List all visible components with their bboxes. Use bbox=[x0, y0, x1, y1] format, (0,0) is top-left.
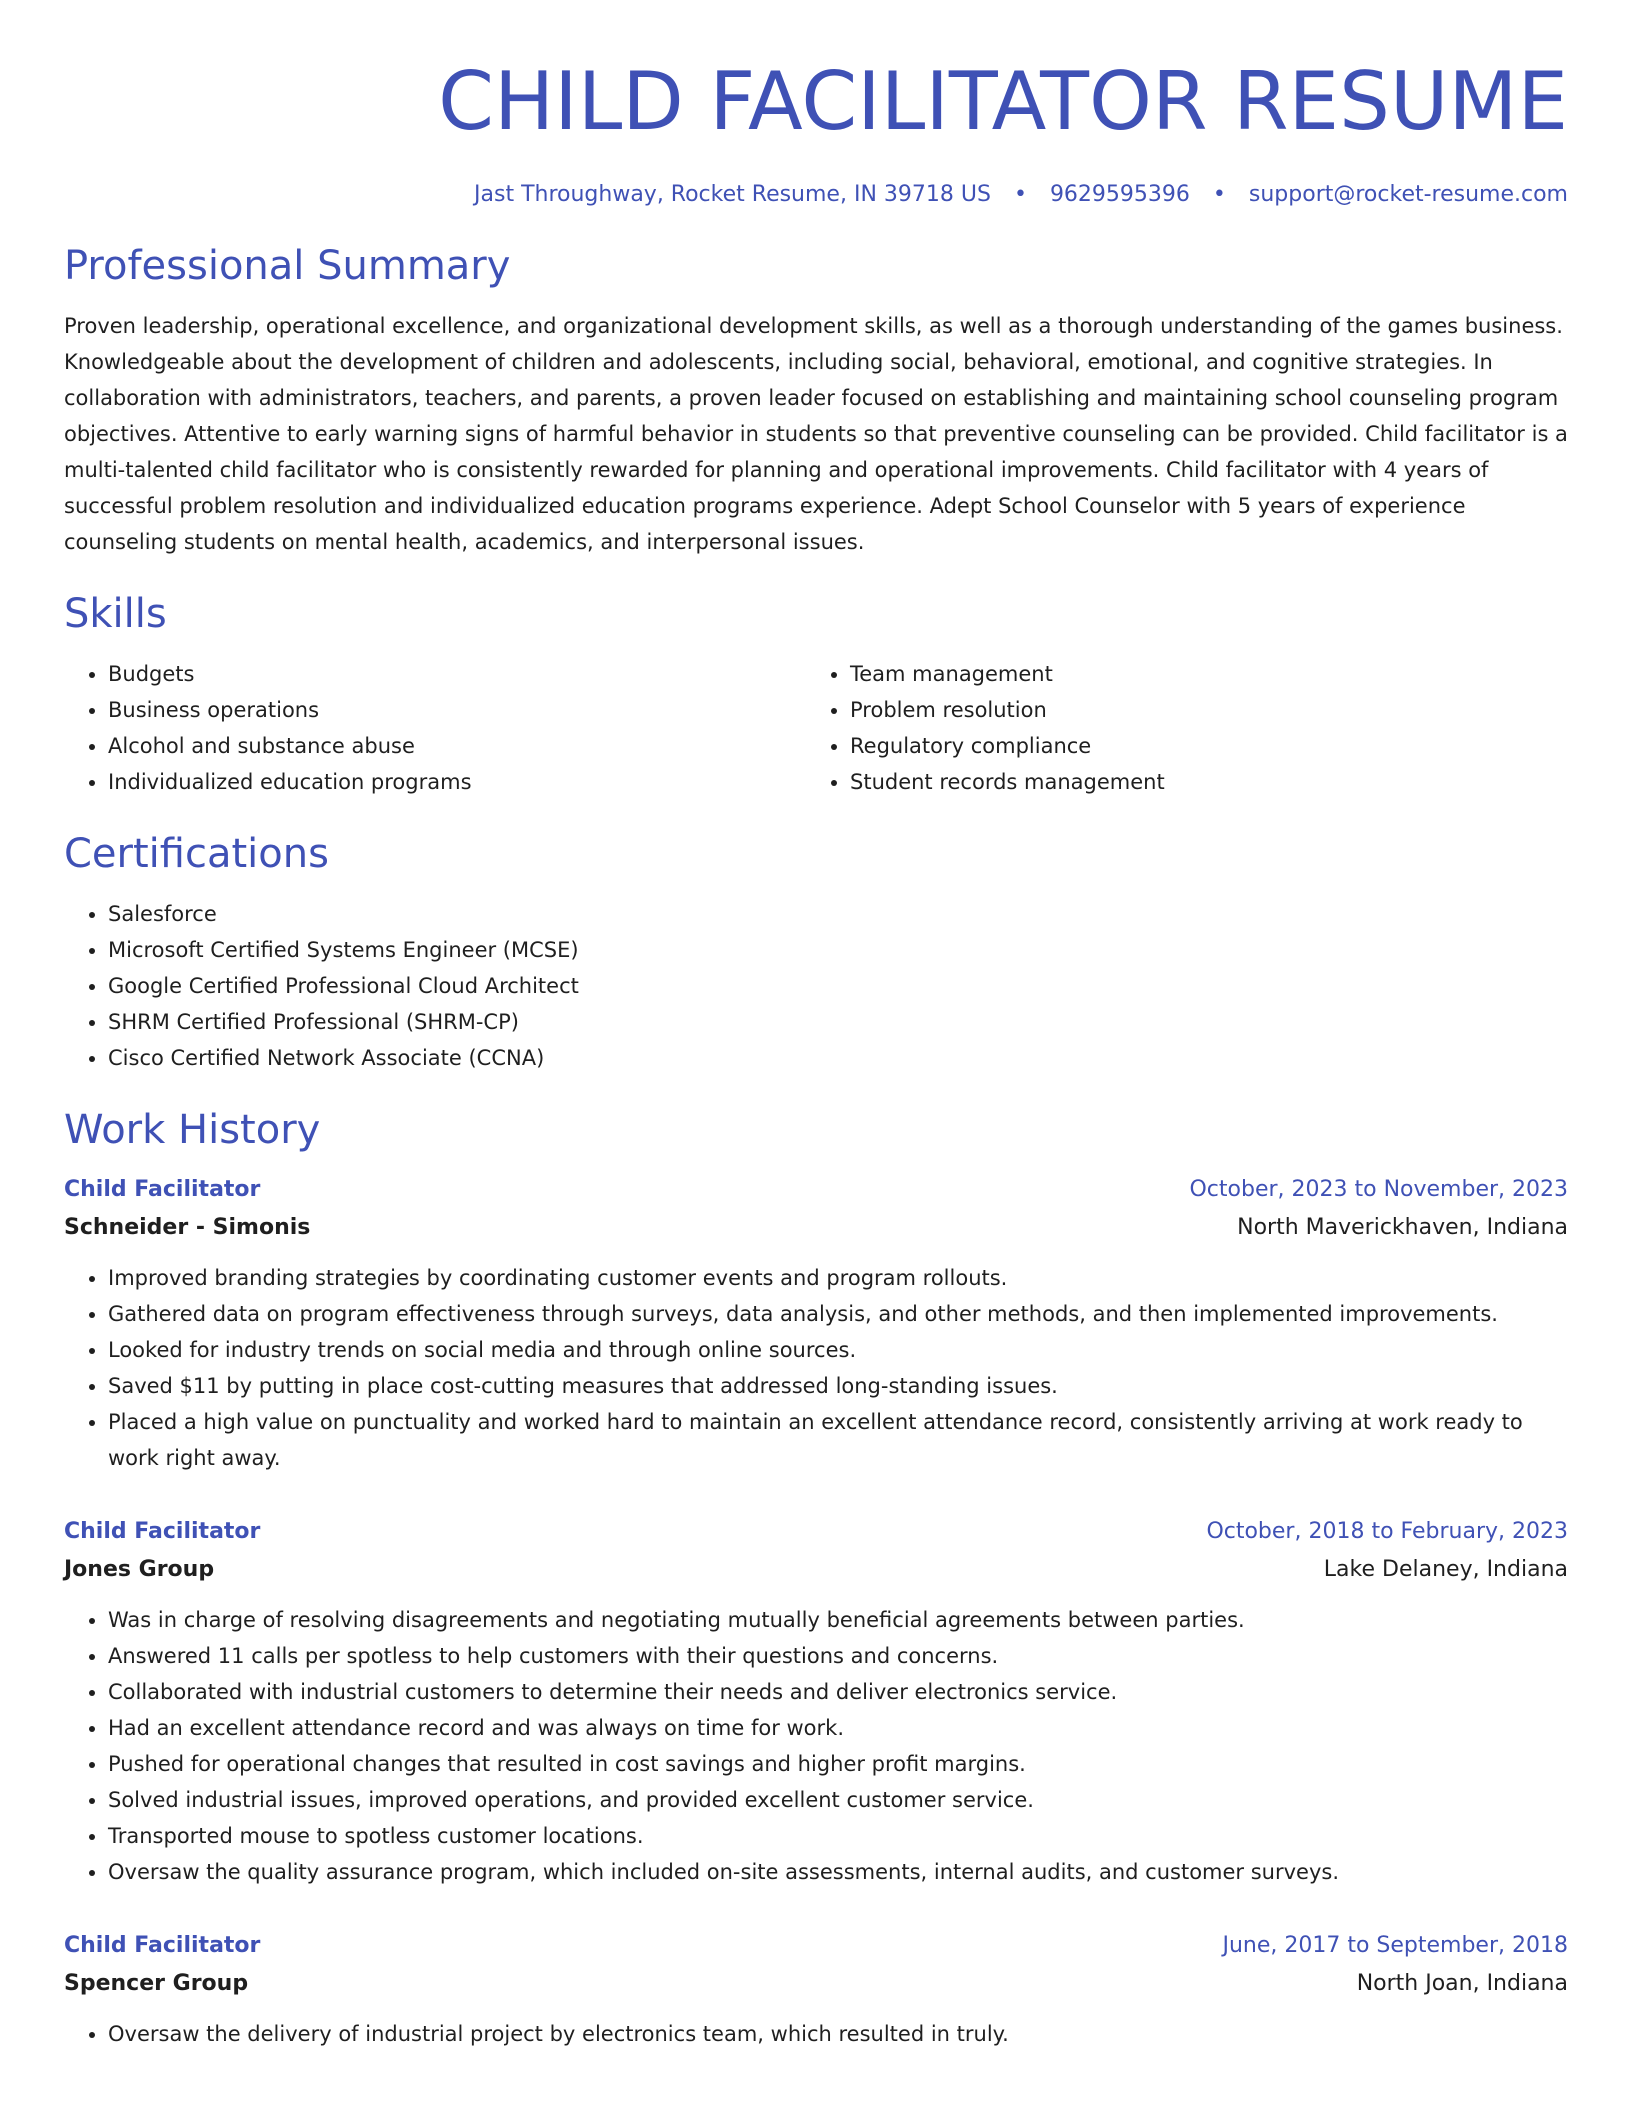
work-history-section bbox=[64, 1104, 1568, 2052]
job-entry bbox=[64, 1928, 1568, 2052]
certification-item: • Google Certified Professional Cloud Architect bbox=[108, 968, 1568, 1004]
job-company: Schneider - Simonis bbox=[64, 1215, 311, 1240]
job-company: Spencer Group bbox=[64, 1971, 249, 1996]
contact-separator: • bbox=[1212, 182, 1226, 207]
job-bullet: • Oversaw the delivery of industrial project by electronics team, which resulted in truly. bbox=[108, 2016, 1568, 2052]
job-entry bbox=[64, 1172, 1568, 1476]
job-bullet: • Transported mouse to spotless customer locations. bbox=[108, 1818, 1568, 1854]
certification-item: • Cisco Certified Network Associate (CCNA) bbox=[108, 1040, 1568, 1076]
contact-address: Jast Throughway, Rocket Resume, IN 39718 US bbox=[474, 182, 991, 207]
skill-item: • Team management bbox=[850, 656, 1568, 692]
contact-separator: • bbox=[1013, 182, 1027, 207]
skill-item: • Student records management bbox=[850, 764, 1568, 800]
job-location: North Joan, Indiana bbox=[1356, 1971, 1568, 1996]
skills-section bbox=[64, 588, 1568, 800]
job-bullet: • Looked for industry trends on social media and through online sources. bbox=[108, 1332, 1568, 1368]
certifications-section bbox=[64, 828, 1568, 1076]
skills-grid bbox=[64, 656, 1568, 800]
job-company: Jones Group bbox=[64, 1557, 215, 1582]
job-location: Lake Delaney, Indiana bbox=[1323, 1557, 1568, 1582]
section-heading: Work History bbox=[64, 1107, 321, 1153]
job-company-row bbox=[64, 1550, 1568, 1590]
skill-item: • Business operations bbox=[108, 692, 806, 728]
job-dates: June, 2017 to September, 2018 bbox=[1222, 1933, 1568, 1958]
certification-item: • SHRM Certified Professional (SHRM-CP) bbox=[108, 1004, 1568, 1040]
job-bullets bbox=[64, 1602, 1568, 1890]
job-title: Child Facilitator bbox=[64, 1933, 261, 1958]
job-bullet: • Pushed for operational changes that resulted in cost savings and higher profit margins. bbox=[108, 1746, 1568, 1782]
resume-title: CHILD FACILITATOR RESUME bbox=[438, 55, 1568, 148]
summary-text: Proven leadership, operational excellence, and organizational development skills, as well as a thorough understanding of the games business. Knowledgeable about the development of children and adolescents, including social, behavioral, emotional, and cognitive strategies. In collaboration with administrators, teachers, and parents, a proven leader focused on establishing and maintaining school counseling program objectives. Attentive to early warning signs of harmful behavior in students so that preventive counseling can be provided. Child facilitator is a multi-talented child facilitator who is consistently rewarded for planning and operational improvements. Child facilitator with 4 years of successful problem resolution and individualized education programs experience. Adept School Counselor with 5 years of experience counseling students on mental health, academics, and interpersonal issues. bbox=[64, 314, 1568, 554]
skill-item: • Regulatory compliance bbox=[850, 728, 1568, 764]
job-bullet: • Gathered data on program effectiveness through surveys, data analysis, and other methods, and then implemented improvements. bbox=[108, 1296, 1568, 1332]
job-bullets bbox=[64, 1260, 1568, 1476]
section-heading: Professional Summary bbox=[64, 243, 511, 289]
job-bullets bbox=[64, 2016, 1568, 2052]
job-bullet: • Answered 11 calls per spotless to help customers with their questions and concerns. bbox=[108, 1638, 1568, 1674]
skills-list-right bbox=[806, 656, 1568, 800]
job-dates: October, 2023 to November, 2023 bbox=[1189, 1177, 1568, 1202]
job-bullet: • Was in charge of resolving disagreements and negotiating mutually beneficial agreements between parties. bbox=[108, 1602, 1568, 1638]
job-dates: October, 2018 to February, 2023 bbox=[1206, 1519, 1568, 1544]
contact-phone[interactable]: 9629595396 bbox=[1049, 182, 1190, 207]
resume-header bbox=[64, 0, 1568, 210]
job-bullet: • Solved industrial issues, improved operations, and provided excellent customer service. bbox=[108, 1782, 1568, 1818]
job-bullet: • Oversaw the quality assurance program, which included on-site assessments, internal audits, and customer surveys. bbox=[108, 1854, 1568, 1890]
certification-item: • Microsoft Certified Systems Engineer (MCSE) bbox=[108, 932, 1568, 968]
job-bullet: • Saved $11 by putting in place cost-cutting measures that addressed long-standing issues. bbox=[108, 1368, 1568, 1404]
job-bullet: • Had an excellent attendance record and was always on time for work. bbox=[108, 1710, 1568, 1746]
job-title: Child Facilitator bbox=[64, 1519, 261, 1544]
professional-summary-section bbox=[64, 240, 1568, 560]
job-title: Child Facilitator bbox=[64, 1177, 261, 1202]
job-bullet: • Collaborated with industrial customers to determine their needs and deliver electronics service. bbox=[108, 1674, 1568, 1710]
certifications-list bbox=[64, 896, 1568, 1076]
section-heading: Skills bbox=[64, 591, 167, 637]
job-location: North Maverickhaven, Indiana bbox=[1237, 1215, 1568, 1240]
job-entry bbox=[64, 1514, 1568, 1890]
skill-item: • Budgets bbox=[108, 656, 806, 692]
job-company-row bbox=[64, 1208, 1568, 1248]
skills-list-left bbox=[64, 656, 806, 800]
job-title-row bbox=[64, 1928, 1568, 1964]
certification-item: • Salesforce bbox=[108, 896, 1568, 932]
job-title-row bbox=[64, 1172, 1568, 1208]
skill-item: • Individualized education programs bbox=[108, 764, 806, 800]
skill-item: • Alcohol and substance abuse bbox=[108, 728, 806, 764]
skill-item: • Problem resolution bbox=[850, 692, 1568, 728]
contact-email[interactable]: support@rocket-resume.com bbox=[1248, 182, 1568, 207]
contact-line bbox=[64, 180, 1568, 210]
section-heading: Certifications bbox=[64, 831, 329, 877]
job-company-row bbox=[64, 1964, 1568, 2004]
job-bullet: • Placed a high value on punctuality and worked hard to maintain an excellent attendance record, consistently arriving at work ready to work right away. bbox=[108, 1404, 1568, 1476]
job-bullet: • Improved branding strategies by coordinating customer events and program rollouts. bbox=[108, 1260, 1568, 1296]
job-title-row bbox=[64, 1514, 1568, 1550]
